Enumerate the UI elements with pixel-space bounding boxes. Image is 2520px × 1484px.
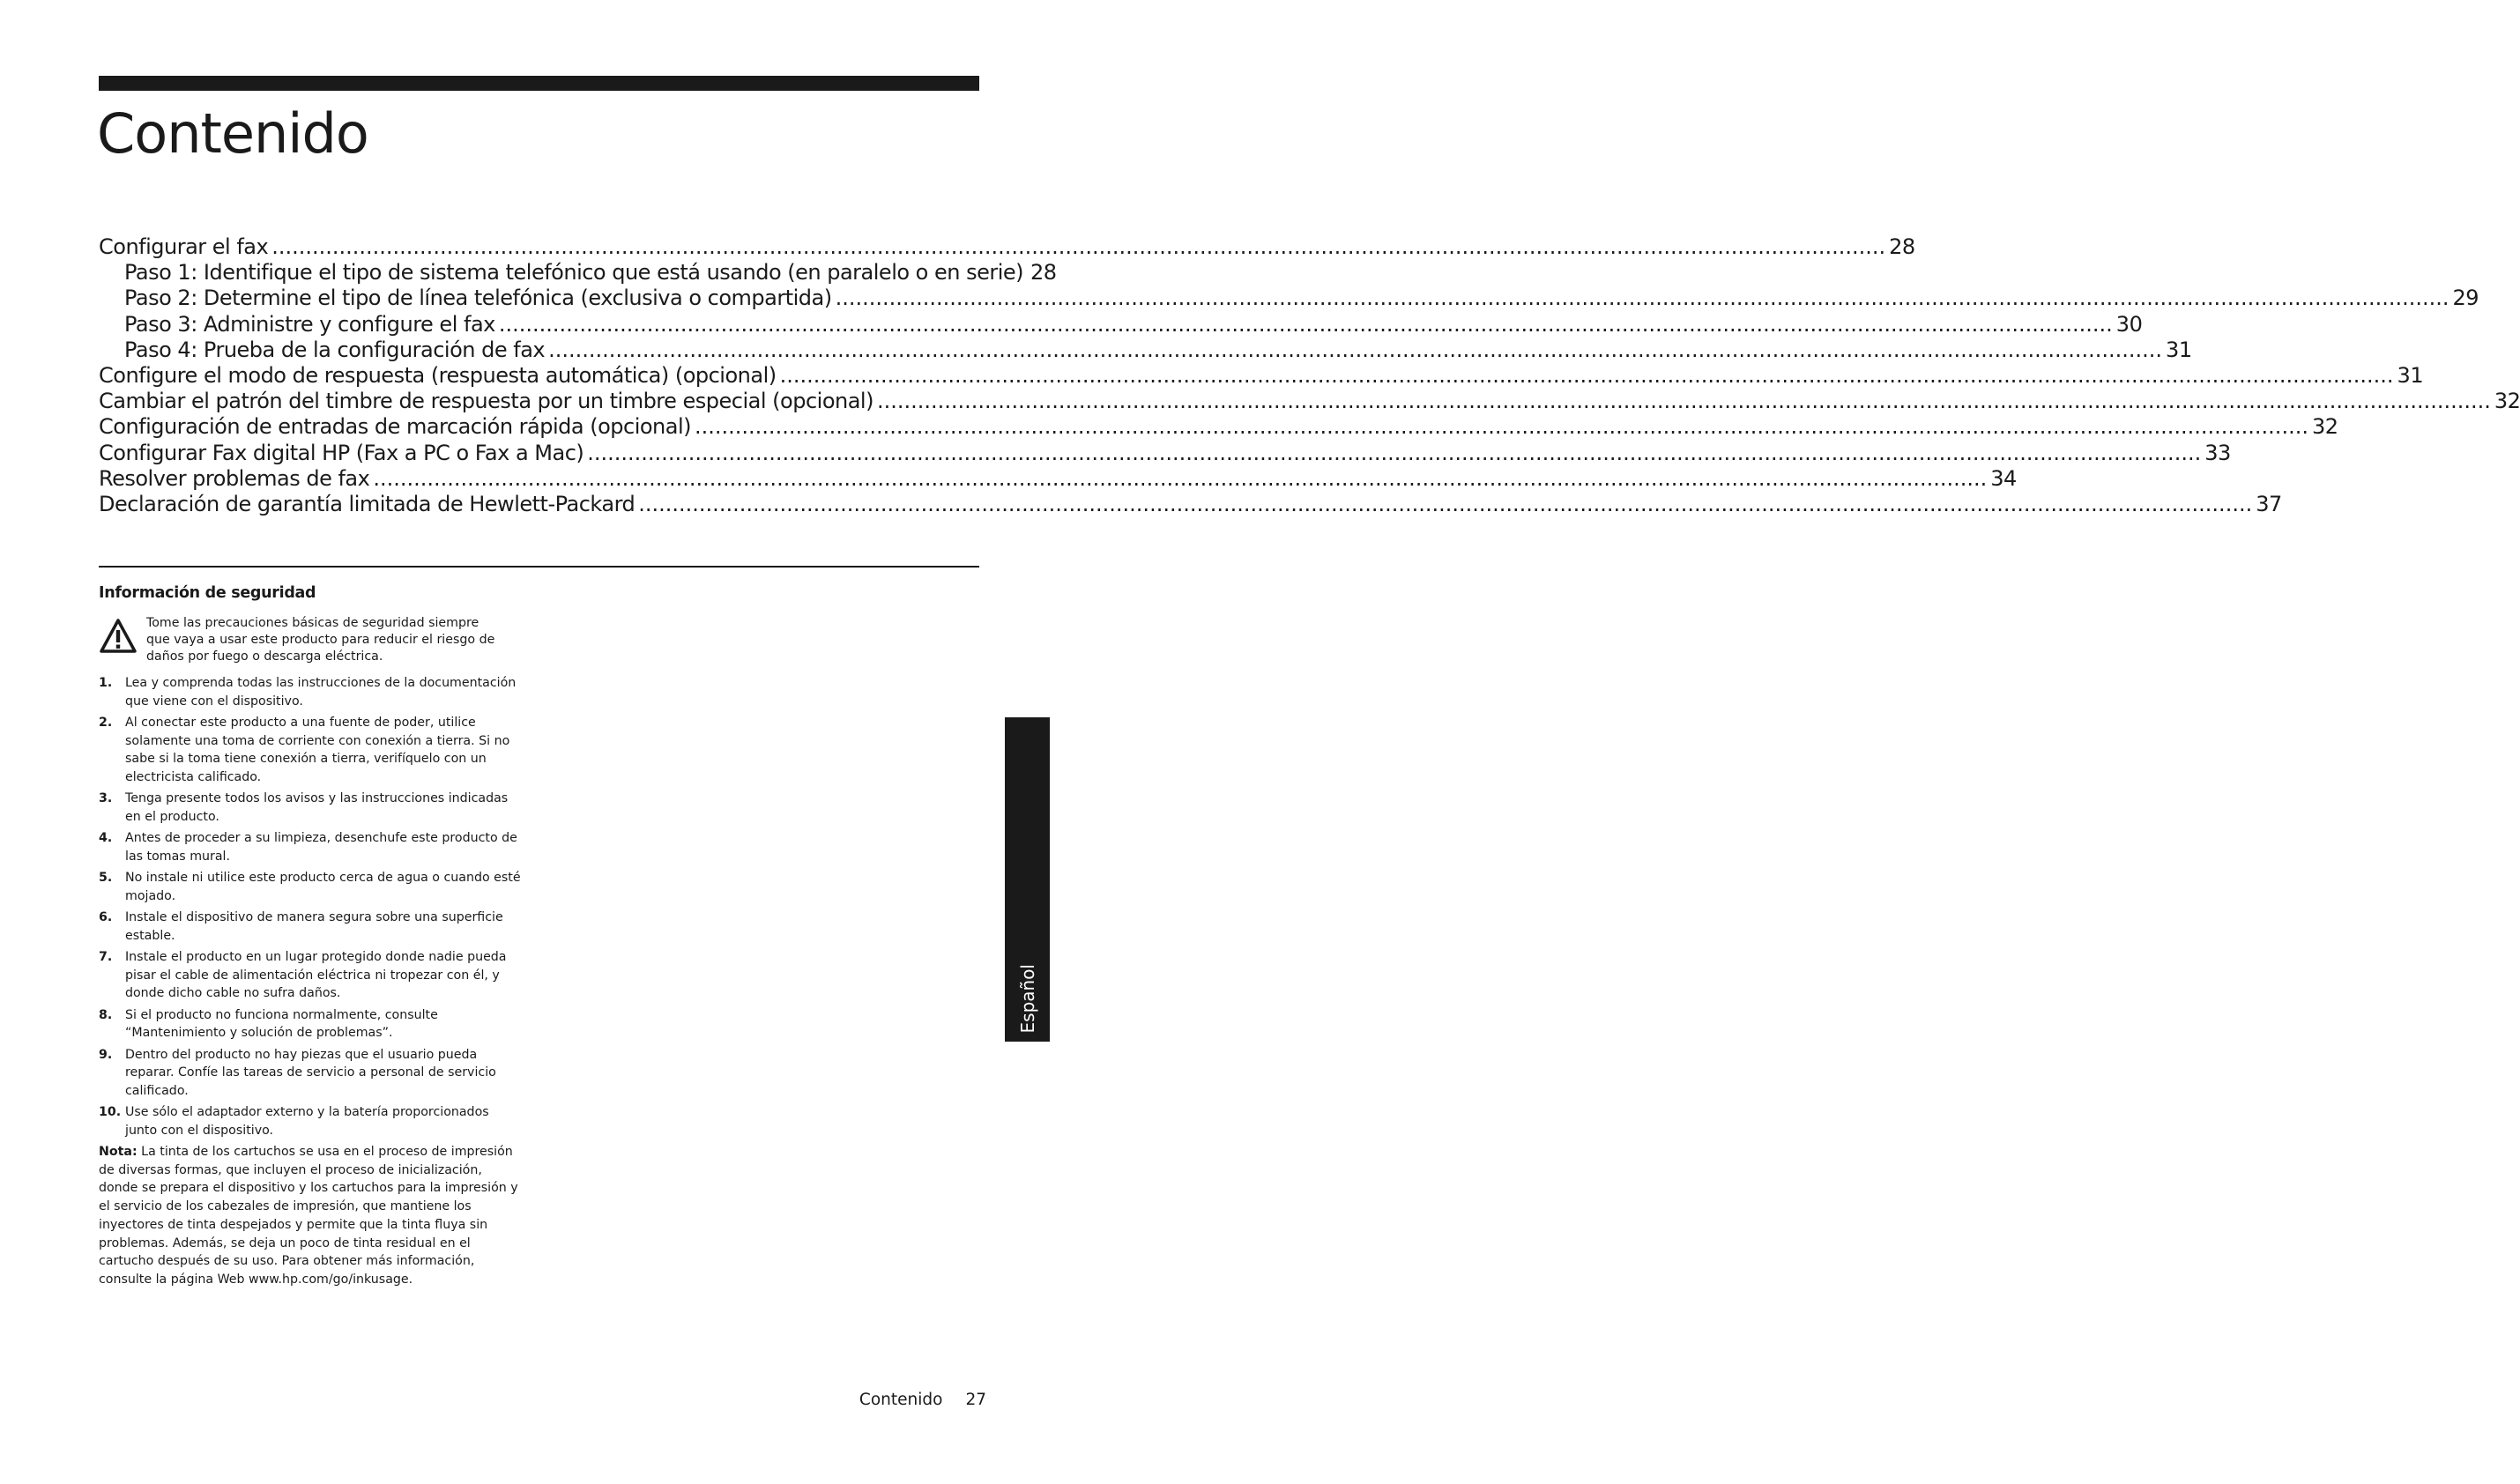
toc-entry[interactable] xyxy=(99,260,1057,286)
toc-entry[interactable] xyxy=(99,491,2282,517)
list-item-text: Instale el producto en un lugar protegido donde nadie pueda pisar el cable de alimentación eléctrica ni tropezar con él, y donde dicho cable no sufra daños. xyxy=(125,950,507,1000)
footer-page-number: 27 xyxy=(965,1391,986,1409)
toc-entry-label: Declaración de garantía limitada de Hewlett-Packard xyxy=(99,491,636,516)
safety-instructions-list xyxy=(99,674,522,1139)
toc-entry-label: Configuración de entradas de marcación rápida (opcional) xyxy=(99,414,692,440)
toc-dot-leader xyxy=(499,312,2113,338)
list-item-number: 9. xyxy=(99,1047,113,1062)
list-item xyxy=(99,1006,522,1043)
footer-section-name: Contenido xyxy=(859,1391,943,1409)
list-item-text: Antes de proceder a su limpieza, desenchufe este producto de las tomas mural. xyxy=(125,831,517,864)
page-title: Contenido xyxy=(97,101,368,166)
toc-entry-label: Paso 2: Determine el tipo de línea telefónica (exclusiva o compartida) xyxy=(124,286,832,311)
toc-entry-page: 34 xyxy=(1990,465,2017,491)
list-item-text: Dentro del producto no hay piezas que el usuario pueda reparar. Confíe las tareas de servicio a personal de servicio calificado. xyxy=(125,1047,496,1098)
list-item xyxy=(99,714,522,786)
list-item-text: Si el producto no funciona normalmente, consulte “Mantenimiento y solución de problemas”. xyxy=(125,1007,438,1040)
toc-dot-leader xyxy=(373,466,1987,492)
toc-dot-leader xyxy=(271,234,1885,260)
warning-triangle-icon xyxy=(99,617,138,656)
toc-entry-page: 31 xyxy=(2397,362,2424,388)
language-tab-label: Español xyxy=(1016,963,1038,1033)
toc-entry-label: Configurar el fax xyxy=(99,234,269,259)
toc-entry-page: 32 xyxy=(2311,414,2338,440)
toc-entry-page: 33 xyxy=(2204,440,2231,465)
list-item-number: 3. xyxy=(99,791,113,805)
toc-entry-page: 30 xyxy=(2115,311,2143,337)
list-item-text: Tenga presente todos los avisos y las instrucciones indicadas en el producto. xyxy=(125,791,509,824)
toc-entry-label: Paso 1: Identifique el tipo de sistema telefónico que está usando (en paralelo o en serie) xyxy=(124,260,1024,286)
list-item xyxy=(99,909,522,945)
toc-dot-leader xyxy=(587,441,2201,466)
toc-entry-label: Resolver problemas de fax xyxy=(99,465,370,491)
list-item-text: Lea y comprenda todas las instrucciones de la documentación que viene con el dispositivo. xyxy=(125,676,517,709)
list-item-number: 7. xyxy=(99,950,113,964)
list-item xyxy=(99,1046,522,1101)
safety-title: Información de seguridad xyxy=(99,584,316,602)
list-item-number: 2. xyxy=(99,716,113,730)
toc-entry[interactable] xyxy=(99,234,1915,260)
list-item xyxy=(99,674,522,710)
toc-entry-label: Cambiar el patrón del timbre de respuesta por un timbre especial (opcional) xyxy=(99,389,873,414)
safety-section xyxy=(99,583,522,1289)
list-item-number: 10. xyxy=(99,1105,122,1119)
toc-entry[interactable] xyxy=(99,440,2231,466)
toc-entry-page: 37 xyxy=(2256,491,2282,516)
list-item-text: Instale el dispositivo de manera segura sobre una superficie estable. xyxy=(125,910,503,943)
toc-entry-page: 31 xyxy=(2166,337,2192,362)
toc-dot-leader xyxy=(638,492,2252,517)
list-item xyxy=(99,869,522,905)
toc-dot-leader xyxy=(695,414,2308,440)
list-item-number: 6. xyxy=(99,910,113,924)
toc-entry-label: Configure el modo de respuesta (respuesta automática) (opcional) xyxy=(99,362,777,388)
list-item xyxy=(99,948,522,1003)
section-divider xyxy=(99,566,979,568)
toc-dot-leader xyxy=(836,286,2449,311)
toc-dot-leader xyxy=(877,389,2491,414)
toc-entry[interactable] xyxy=(99,362,2424,389)
toc-dot-leader xyxy=(780,363,2394,389)
toc-entry[interactable] xyxy=(99,389,2520,414)
list-item-number: 1. xyxy=(99,676,113,690)
list-item xyxy=(99,790,522,826)
toc-entry-page: 28 xyxy=(1030,260,1057,286)
list-item-text: Use sólo el adaptador externo y la batería proporcionados junto con el dispositivo. xyxy=(125,1105,489,1138)
toc-entry-page: 29 xyxy=(2452,286,2479,311)
toc-entry-label: Paso 3: Administre y configure el fax xyxy=(124,311,495,337)
list-item-text: Al conectar este producto a una fuente de poder, utilice solamente una toma de corriente con conexión a tierra. Si no sabe si la toma tiene conexión a tierra, verifíquelo con un electricista calificado. xyxy=(125,716,510,784)
toc-entry[interactable] xyxy=(99,414,2338,440)
table-of-contents xyxy=(99,234,2520,517)
toc-entry[interactable] xyxy=(99,311,2143,338)
language-side-tab xyxy=(1005,717,1050,1042)
list-item-number: 5. xyxy=(99,871,113,885)
toc-entry[interactable] xyxy=(99,286,2479,311)
list-item-text: No instale ni utilice este producto cerca de agua o cuando esté mojado. xyxy=(125,871,521,903)
list-item-number: 4. xyxy=(99,831,113,845)
toc-dot-leader xyxy=(548,338,2162,363)
toc-entry[interactable] xyxy=(99,465,2017,492)
toc-entry-label: Configurar Fax digital HP (Fax a PC o Fax a Mac) xyxy=(99,440,584,465)
page-footer xyxy=(859,1391,986,1409)
note-label: Nota: xyxy=(99,1145,138,1159)
title-rule-bar xyxy=(99,76,979,91)
toc-entry-page: 28 xyxy=(1889,234,1915,259)
list-item xyxy=(99,829,522,865)
toc-entry-label: Paso 4: Prueba de la configuración de fax xyxy=(124,337,546,362)
note-text: La tinta de los cartuchos se usa en el proceso de impresión de diversas formas, que incluyen el proceso de inicialización, donde se prepara el dispositivo y los cartuchos para la impresión y el servicio de los cabezales de impresión, que mantiene los inyectores de tinta despejados y permite que la tinta fluya sin problemas. Además, se deja un poco de tinta residual en el cartucho después de su uso. Para obtener más información, consulte la página Web www.hp.com/go/inkusage. xyxy=(99,1145,518,1287)
ink-note xyxy=(99,1143,522,1289)
list-item xyxy=(99,1103,522,1139)
warning-text: Tome las precauciones básicas de seguridad siempre que vaya a usar este producto para reducir el riesgo de daños por fuego o descarga eléctrica. xyxy=(146,616,495,664)
warning-block xyxy=(99,615,522,665)
toc-entry-page: 32 xyxy=(2494,389,2520,414)
toc-entry[interactable] xyxy=(99,337,2192,363)
list-item-number: 8. xyxy=(99,1007,113,1022)
